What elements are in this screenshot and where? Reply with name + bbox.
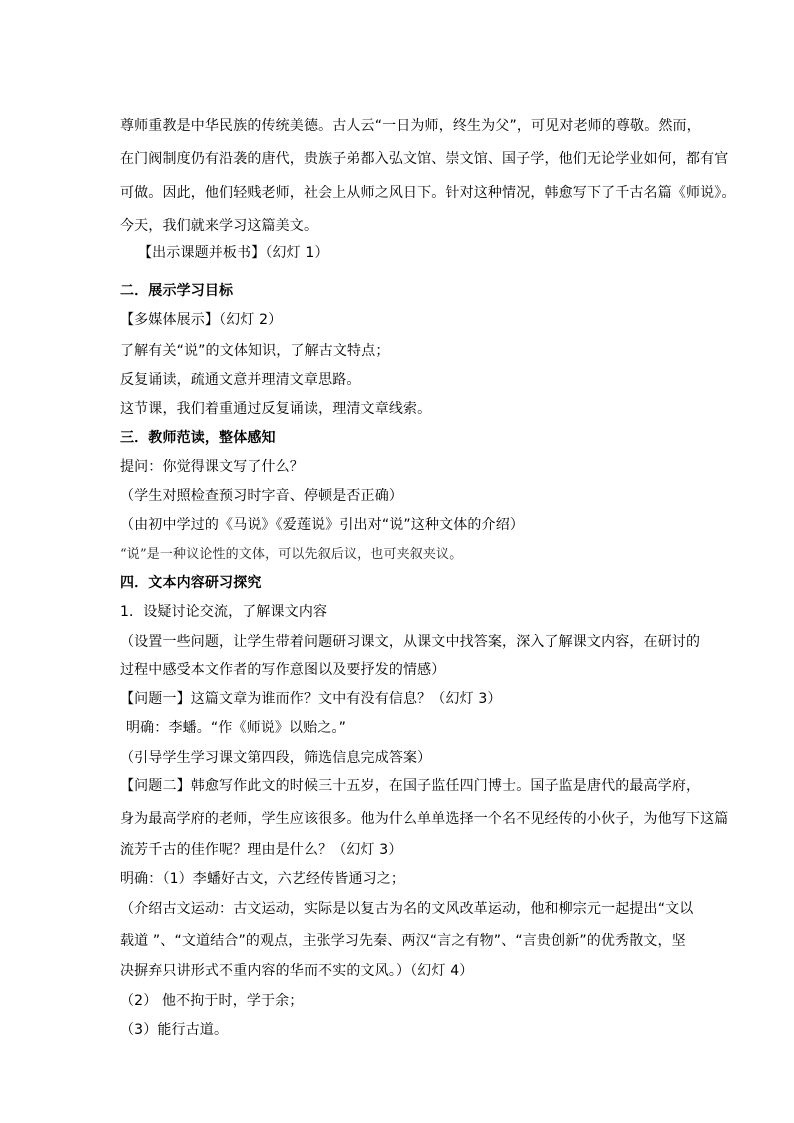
- question-prompt: 提问：你觉得课文写了什么？: [120, 459, 304, 475]
- slide-note-1: 【出示课题并板书】（幻灯 1）: [138, 245, 329, 261]
- question-two-line-3: 流芳千古的佳作呢？理由是什么？（幻灯 3）: [120, 842, 403, 858]
- section-heading-3: 三．教师范读，整体感知: [120, 430, 276, 446]
- paragraph-intro-line-2: 在门阀制度仍有沿袭的唐代，贵族子弟都入弘文馆、崇文馆、国子学，他们无论学业如何，都有官: [120, 151, 729, 167]
- question-two-line-1: 【问题二】韩愈写作此文的时候三十五岁，在国子监任四门博士。国子监是唐代的最高学府，: [120, 778, 701, 794]
- answer-two-item-3: （3）能行古道。: [120, 1022, 229, 1038]
- paragraph-intro-line-4: 今天，我们就来学习这篇美文。: [120, 218, 319, 234]
- goal-2: 反复诵读，疏通文意并理清文章思路。: [120, 372, 361, 388]
- answer-two-item-1: 明确：（1）李蟠好古文，六艺经传皆通习之；: [120, 871, 406, 887]
- lesson-focus: 这节课，我们着重通过反复诵读，理清文章线索。: [120, 401, 432, 417]
- classical-prose-note-line-1: （介绍古文运动：古文运动，实际是以复古为名的文风改革运动，他和柳宗元一起提出“文以: [120, 901, 694, 917]
- section-heading-2: 二．展示学习目标: [120, 283, 234, 299]
- classical-prose-note-line-3: 决摒弃只讲形式不重内容的华而不实的文风。）（幻灯 4）: [120, 963, 474, 979]
- answer-one: 明确：李蟠。“作《师说》以贻之。”: [126, 720, 347, 736]
- research-note-line-1: （设置一些问题，让学生带着问题研习课文，从课文中找答案，深入了解课文内容，在研讨的: [120, 634, 701, 650]
- paragraph-intro-line-1: 尊师重教是中华民族的传统美德。古人云“一日为师，终生为父”，可见对老师的尊敬。然而，: [120, 118, 701, 134]
- multimedia-note: 【多媒体展示】（幻灯 2）: [120, 312, 283, 328]
- intro-note: （由初中学过的《马说》《爱莲说》引出对“说”这种文体的介绍）: [120, 517, 525, 533]
- subsection-1: 1．设疑讨论交流，了解课文内容: [120, 604, 328, 620]
- guide-note: （引导学生学习课文第四段，筛选信息完成答案）: [120, 750, 432, 766]
- paragraph-intro-line-3: 可做。因此，他们轻贱老师，社会上从师之风日下。针对这种情况，韩愈写下了千古名篇《师说》。: [120, 185, 736, 201]
- check-note: （学生对照检查预习时字音、停顿是否正确）: [120, 488, 403, 504]
- section-heading-4: 四．文本内容研习探究: [120, 575, 262, 591]
- question-two-line-2: 身为最高学府的老师，学生应该很多。他为什么单单选择一个名不见经传的小伙子，为他写下这篇: [120, 811, 729, 827]
- genre-definition: “说”是一种议论性的文体，可以先叙后议，也可夹叙夹议。: [120, 547, 463, 562]
- goal-1: 了解有关“说”的文体知识，了解古文特点；: [120, 343, 390, 359]
- answer-two-item-2: （2） 他不拘于时，学于余；: [120, 993, 304, 1009]
- classical-prose-note-line-2: 载道 ”、“文道结合”的观点，主张学习先秦、两汉“言之有物”、“言贵创新”的优秀散文，坚: [120, 933, 686, 949]
- question-one: 【问题一】这篇文章为谁而作？文中有没有信息？（幻灯 3）: [120, 691, 502, 707]
- research-note-line-2: 过程中感受本文作者的写作意图以及要抒发的情感）: [120, 662, 446, 678]
